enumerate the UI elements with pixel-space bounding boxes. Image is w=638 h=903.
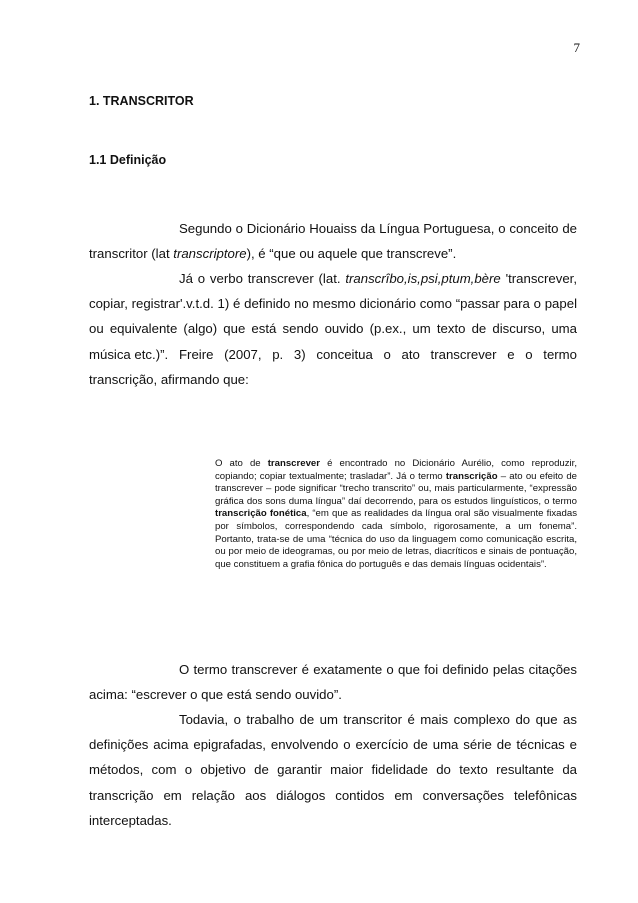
- p4-text: O termo transcrever é exatamente o que foi definido pelas citações acima: “escrever o que está sendo ouvido”.: [89, 662, 577, 703]
- quote-bold-3: transcrição fonética: [215, 508, 307, 520]
- section-heading: 1. TRANSCRITOR: [89, 94, 194, 108]
- quote-bold-2: transcrição: [445, 470, 498, 482]
- p3-text: Freire (2007, p. 3) conceitua o ato transcrever e o termo transcrição, afirmando que:: [89, 347, 577, 388]
- p5-text: Todavia, o trabalho de um transcritor é mais complexo do que as definições acima epigrafadas, envolvendo o exercício de uma série de técnicas e métodos, com o objetivo de garantir maior fidelidade do texto resultante da transcrição em relação aos diálogos contidos em conversações telefônicas interceptadas.: [89, 712, 577, 828]
- paragraph-complexity: [89, 707, 577, 833]
- quote-text-2: é encontrado no Dicionário Aurélio, como reproduzir, copiando; copiar textualmente; trasladar”. Já o termo: [215, 458, 578, 482]
- p1-text-a: Segundo o Dicionário Houaiss da Língua Portuguesa, o conceito de transcritor (lat: [89, 221, 577, 262]
- p2-text-a: Já o verbo transcrever (lat.: [179, 271, 346, 286]
- subsection-heading: 1.1 Definição: [89, 153, 167, 167]
- p2-text-b: 'transcrever, copiar, registrar'.v.t.d. 1) é definido no mesmo dicionário como “passar para o papel ou equivalente (algo) que está sendo ouvido (p.ex., um texto de discurso, uma música etc.)”.: [89, 271, 577, 362]
- p2-latin-term: transcrîbo,is,psi,ptum,bère: [345, 271, 501, 286]
- quote-text-3: – ato ou efeito de transcrever – pode significar “trecho transcrito” ou, mais particularmente, “expressão gráfica dos sons duma língua” daí decorrendo, para os estudos linguísticos, o termo: [215, 470, 578, 507]
- quote-bold-1: transcrever: [267, 458, 320, 469]
- p1-latin-term: transcriptore: [173, 246, 247, 262]
- quote-text-1: O ato de: [215, 458, 268, 469]
- paragraph-conclusion: [89, 657, 577, 707]
- quote-text-4: , “em que as realidades da língua oral são visualmente fixadas por símbolos, correspondendo cada símbolo, rigorosamente, a um fonema”. Portanto, trata-se de uma “técnica do uso da linguagem como comunicação escrita, ou por meio de ideogramas, ou por meio de letras, diacríticos e sinais de pontuação, que constituem a grafia fônica do português e das demais línguas ocidentais”.: [215, 508, 577, 570]
- block-quote: [215, 458, 577, 571]
- paragraph-houaiss-definition: [89, 216, 577, 266]
- page-number: 7: [573, 40, 580, 55]
- p1-text-b: ), é “que ou aquele que transcreve”.: [246, 246, 457, 262]
- paragraph-freire-intro: [89, 342, 577, 392]
